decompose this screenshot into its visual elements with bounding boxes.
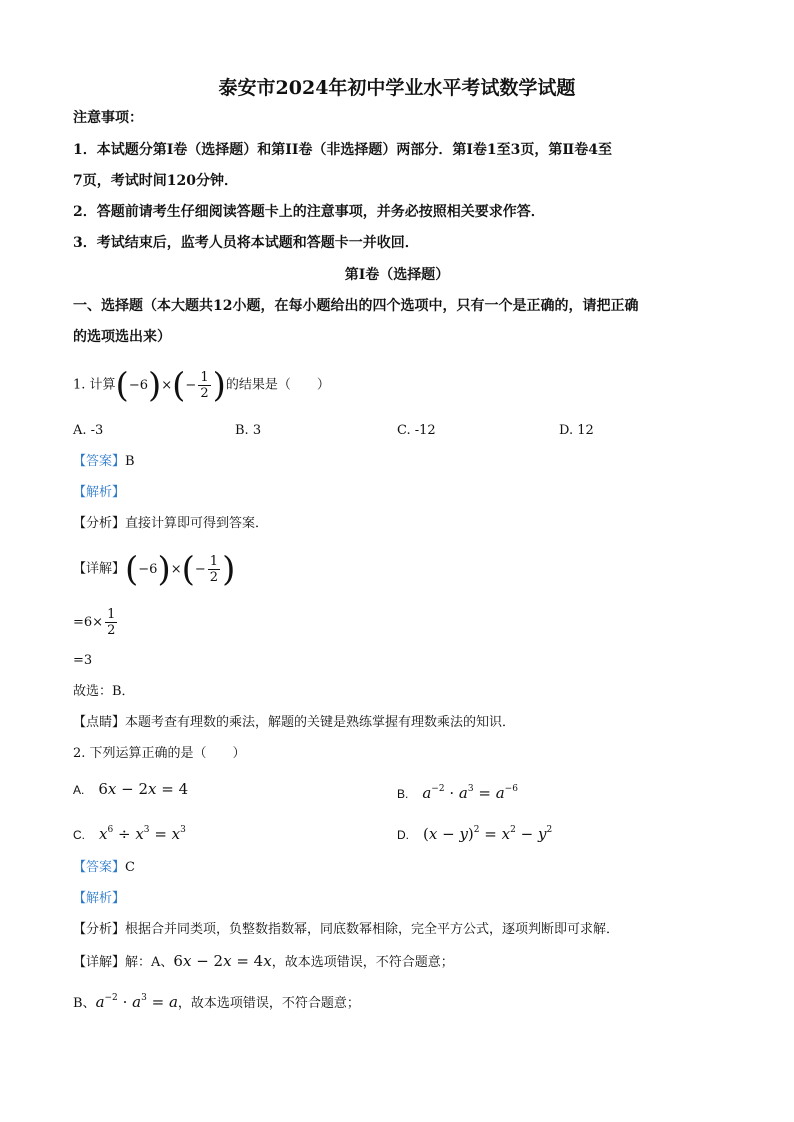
notice-heading: 注意事项：: [73, 110, 143, 126]
q2-option-c: C. $x^6 \div x^3 = x^3$: [73, 825, 186, 843]
part1-heading: 第Ⅰ卷（选择题）: [344, 267, 450, 283]
q2-detail-b: B、$a^{-2} \cdot a^3 = a$，故本选项错误，不符合题意；: [73, 993, 360, 1011]
q1-option-b: B. 3: [235, 423, 262, 438]
q1-step-3: =3: [73, 653, 93, 668]
notice-item-1: 1．本试题分第Ⅰ卷（选择题）和第II卷（非选择题）两部分．第Ⅰ卷1至3页，第Ⅱ卷4至: [73, 142, 612, 158]
q2-detail-a-expression: 6x − 2x = 4x: [173, 952, 272, 970]
q1-suffix: 的结果是（ ）: [225, 377, 330, 393]
q1-stem: [73, 365, 330, 405]
q2-option-d: D. $(x - y)^2 = x^2 - y^2$: [397, 825, 553, 843]
q1-analysis: 【解析】: [73, 485, 126, 500]
q1-option-c: C. -12: [397, 423, 436, 438]
q2-detail-b-expression: $a^{-2} \cdot a^3 = a$: [95, 993, 178, 1011]
q2-option-a: A. 6x − 2x = 4: [73, 780, 189, 798]
notice-item-2: 2．答题前请考生仔细阅读答题卡上的注意事项，并务必按照相关要求作答．: [73, 204, 545, 220]
q2-fenxi: 【分析】根据合并同类项，负整数指数幂，同底数幂相除，完全平方公式，逐项判断即可求解．: [73, 922, 620, 937]
q1-detail: 【详解】(−6)×(− $\frac{1}{2}$ ): [73, 549, 236, 589]
q2-detail-a: 【详解】解：A、6x − 2x = 4x，故本选项错误，不符合题意；: [73, 952, 454, 970]
q1-expression: (−6)×(− $\frac{1}{2}$ ): [115, 365, 226, 405]
q2-analysis: 【解析】: [73, 891, 126, 906]
q1-detail-expression: (−6)×(− $\frac{1}{2}$ ): [125, 549, 236, 589]
notice-item-3: 3．考试结束后，监考人员将本试题和答题卡一并收回．: [73, 235, 419, 251]
q1-step-2: =6× $\frac{1}{2}$: [73, 607, 116, 638]
q1-option-a: A. -3: [73, 423, 104, 438]
notice-item-1-cont: 7页，考试时间120分钟．: [73, 173, 238, 189]
page-title: 泰安市2024年初中学业水平考试数学试题: [218, 77, 576, 99]
section1-heading-cont: 的选项选出来）: [73, 329, 171, 345]
q1-conclusion: 故选：B．: [73, 684, 135, 699]
q2-answer: 【答案】C: [73, 860, 135, 875]
q2-stem: 2. 下列运算正确的是（ ）: [73, 746, 246, 761]
q1-step-2-fraction: $\frac{1}{2}$: [107, 607, 116, 638]
q1-dianjing: 【点睛】本题考查有理数的乘法，解题的关键是熟练掌握有理数乘法的知识．: [73, 715, 516, 730]
q1-answer: 【答案】B: [73, 454, 135, 469]
q2-option-b: B. $a^{-2} \cdot a^3 = a^{-6}$: [397, 784, 518, 802]
section1-heading: 一、选择题（本大题共12小题，在每小题给出的四个选项中，只有一个是正确的，请把正确: [73, 298, 639, 314]
q1-option-d: D. 12: [559, 423, 594, 438]
q1-fenxi: 【分析】直接计算即可得到答案．: [73, 516, 269, 531]
q1-prefix: 1. 计算: [73, 377, 116, 393]
